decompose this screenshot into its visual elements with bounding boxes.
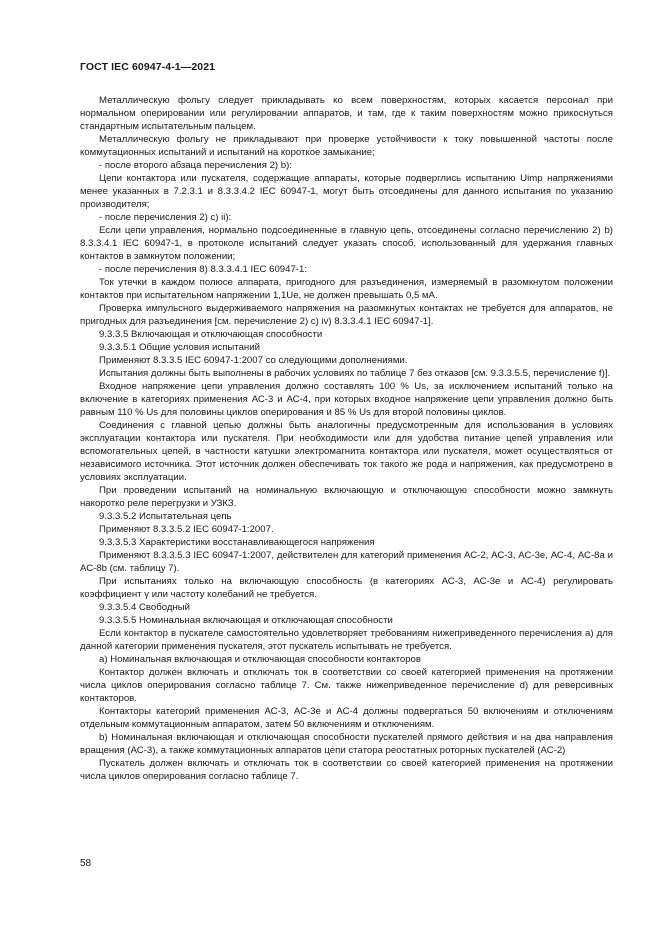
paragraph: При испытаниях только на включающую способность (в категориях АС-3, АС-3е и АС-4) регулировать коэффициент γ или частоту колебаний не требуется. [80,576,613,600]
paragraph: Цепи контактора или пускателя, содержащие аппараты, которые подверглись испытанию Uimp напряжениями менее указанных в 7.2.3.1 и 8.3.3.4.2 IEC 60947-1, могут быть отсоединены для данного испытания по указанию производителя; [80,173,613,210]
section-heading: 9.3.3.5.5 Номинальная включающая и отключающая способности [99,615,393,626]
paragraph: - после второго абзаца перечисления 2) b): [99,160,292,171]
paragraph: Ток утечки в каждом полюсе аппарата, пригодного для разъединения, измеряемый в разомкнутом положении контактов при испытательном напряжении 1,1Ue, не должен превышать 0,5 мА. [80,277,613,301]
list-item: b) Номинальная включающая и отключающая способности пускателей прямого действия и на два направления вращения (АС-3), а также коммутационных аппаратов цепи статора реостатных роторных пускателей (АС-2) [80,732,613,756]
paragraph: - после перечисления 2) c) ii): [99,212,232,223]
paragraph: Применяют 8.3.3.5.3 IEC 60947-1:2007, действителен для категорий применения АС-2, АС-3, АС-3е, АС-4, АС-8а и АС-8b (см. таблицу 7). [80,550,613,574]
section-heading: 9.3.3.5.2 Испытательная цепь [99,511,232,522]
paragraph: Соединения с главной цепью должны быть аналогичны предусмотренным для использования в условиях эксплуатации контактора или пускателя. При необходимости или для удобства питание цепей управления или вспомогательных цепей, в частности катушки электромагнита контактора или пускателя, может осуществляться от независимого источника. Этот источник должен обеспечивать ток такого же рода и напряжения, как предусмотрено в условиях эксплуатации. [80,420,613,483]
section-heading: 9.3.3.5.1 Общие условия испытаний [99,342,260,353]
page-number: 58 [80,858,92,869]
paragraph: Если контактор в пускателе самостоятельно удовлетворяет требованиям нижеприведенного перечисления а) для данной категории применения пускателя, этот пускатель испытывать не требуется. [80,628,613,652]
paragraph: Проверка импульсного выдерживаемого напряжения на разомкнутых контактах не требуется для аппаратов, не пригодных для разъединения [см. перечисление 2) c) iv) 8.3.3.4.1 IEC 60947-1]. [80,303,613,327]
paragraph: Пускатель должен включать и отключать ток в соответствии со своей категорией применения на протяжении числа циклов оперирования согласно таблице 7. [80,758,613,782]
paragraph: - после перечисления 8) 8.3.3.4.1 IEC 60947-1: [99,264,308,275]
document-body [80,94,613,783]
paragraph: Испытания должны быть выполнены в рабочих условиях по таблице 7 без отказов [см. 9.3.3.5.5, перечисление f)]. [99,368,611,379]
section-heading: 9.3.3.5.4 Свободный [99,602,191,613]
paragraph: Металлическую фольгу не прикладывают при проверке устойчивости к току повышенной частоты после коммутационных испытаний и испытаний на короткое замыкание; [80,134,613,158]
paragraph: Контакторы категорий применения АС-3, АС-3е и АС-4 должны подвергаться 50 включениям и отключениям отдельным коммутационным аппаратом, затем 50 включениям и отключениям. [80,706,613,730]
paragraph: Применяют 8.3.3.5.2 IEC 60947-1:2007. [99,524,274,535]
paragraph: Входное напряжение цепи управления должно составлять 100 % Us, за исключением испытаний только на включение в категориях применения АС-3 и АС-4, при которых входное напряжение цепи управления должно быть равным 110 % Us для половины циклов оперирования и 85 % Us для второй половины циклов. [80,381,613,418]
paragraph: При проведении испытаний на номинальную включающую и отключающую способности можно замкнуть накоротко реле перегрузки и УЗКЗ. [80,485,613,509]
paragraph: Металлическую фольгу следует прикладывать ко всем поверхностям, которых касается персонал при нормальном оперировании или регулировании аппаратов, и там, где к таким поверхностям можно прикоснуться стандартным испытательным пальцем. [80,95,613,132]
section-heading: 9.3.3.5 Включающая и отключающая способности [99,329,323,340]
section-heading: 9.3.3.5.3 Характеристики восстанавливающегося напряжения [99,537,375,548]
paragraph: Если цепи управления, нормально подсоединенные в главную цепь, отсоединены согласно перечислению 2) b) 8.3.3.4.1 IEC 60947-1, в протоколе испытаний следует указать способ, использованный для удержания главных контактов в замкнутом положении; [80,225,613,262]
list-item: а) Номинальная включающая и отключающая способности контакторов [99,654,421,665]
document-header: ГОСТ IEC 60947-4-1—2021 [80,61,216,73]
paragraph: Контактор должен включать и отключать ток в соответствии со своей категорией применения на протяжении числа циклов оперирования согласно таблице 7. См. также нижеприведенное перечисление d) для реверсивных контакторов. [80,667,613,704]
paragraph: Применяют 8.3.3.5 IEC 60947-1:2007 со следующими дополнениями. [99,355,408,366]
